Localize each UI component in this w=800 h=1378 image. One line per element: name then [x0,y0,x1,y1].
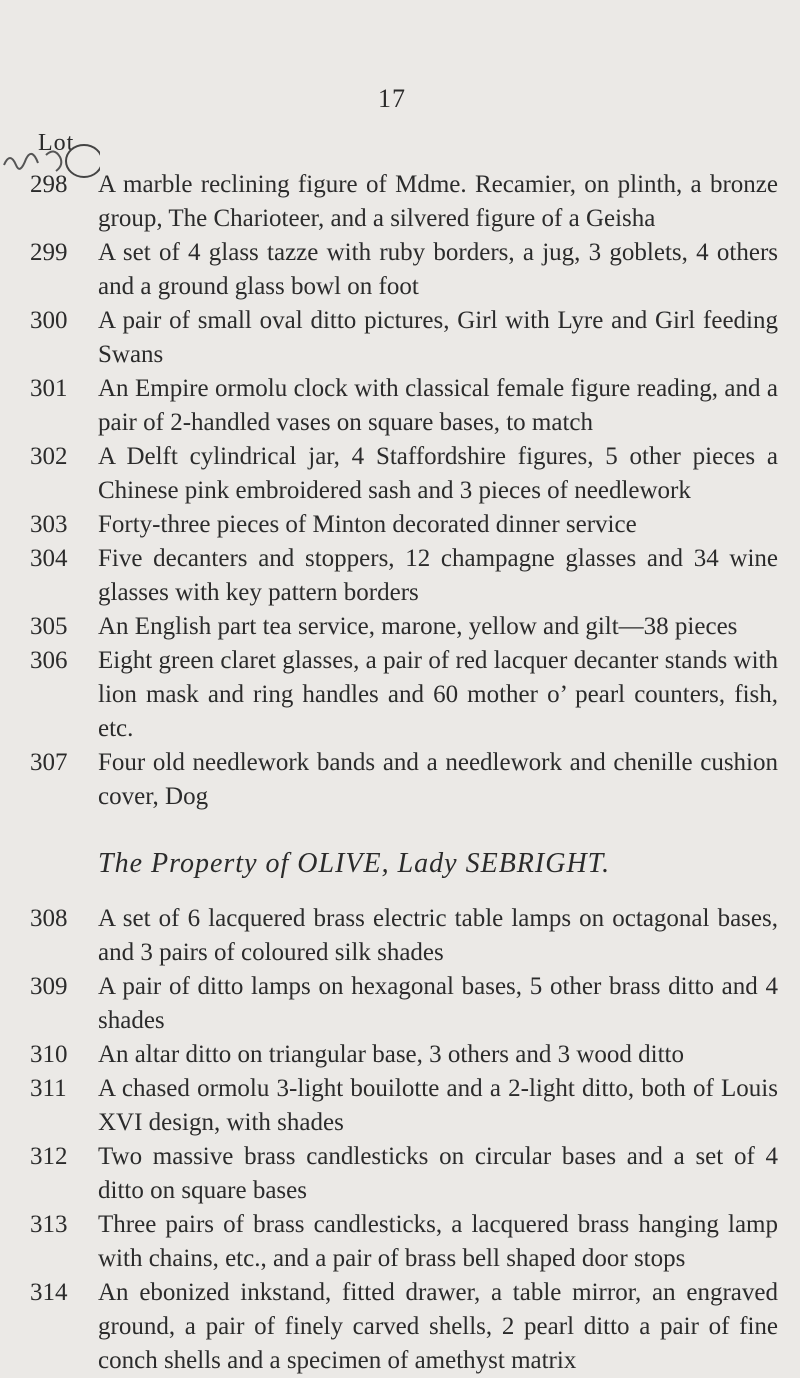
lot-list [0,168,800,1378]
lot-number: 313 [30,1211,68,1238]
lot-entry [0,644,800,746]
lot-description: Four old needlework bands and a needlework and chenille cushion cover, Dog [98,749,778,810]
lot-entry [0,1140,800,1208]
lot-number: 299 [30,239,68,266]
lot-description: Two massive brass candlesticks on circular bases and a set of 4 ditto on square bases [98,1143,778,1204]
lot-description: An English part tea service, marone, yellow and gilt—38 pieces [98,613,738,640]
lot-number: 300 [30,307,68,334]
lot-description: A marble reclining figure of Mdme. Recamier, on plinth, a bronze group, The Charioteer, and a silvered figure of a Geisha [98,171,778,232]
lot-number: 309 [30,973,68,1000]
lot-number: 301 [30,375,68,402]
lot-description: A pair of ditto lamps on hexagonal bases, 5 other brass ditto and 4 shades [98,973,778,1034]
lot-group-before-property [0,168,800,814]
lot-entry [0,304,800,372]
lot-description: An altar ditto on triangular base, 3 others and 3 wood ditto [98,1041,684,1068]
lot-number: 304 [30,545,68,572]
lot-entry [0,168,800,236]
lot-entry [0,1276,800,1378]
lot-entry [0,1072,800,1140]
lot-entry [0,610,800,644]
lot-entry [0,440,800,508]
lot-description: Eight green claret glasses, a pair of red lacquer decanter stands with lion mask and ring handles and 60 mother o’ pearl counters, fish, etc. [98,647,778,742]
lot-description: An Empire ormolu clock with classical female figure reading, and a pair of 2-handled vases on square bases, to match [98,375,778,436]
lot-entry [0,902,800,970]
lot-entry [0,372,800,440]
lot-description: Three pairs of brass candlesticks, a lacquered brass hanging lamp with chains, etc., and a pair of brass bell shaped door stops [98,1211,778,1272]
lot-number: 303 [30,511,68,538]
lot-number: 305 [30,613,68,640]
lot-entry [0,542,800,610]
lot-number: 311 [30,1075,67,1102]
lot-number: 302 [30,443,68,470]
lot-number: 310 [30,1041,68,1068]
lot-number: 312 [30,1143,68,1170]
lot-column-header: Lot [38,130,75,156]
lot-description: Five decanters and stoppers, 12 champagne glasses and 34 wine glasses with key pattern borders [98,545,778,606]
lot-entry [0,236,800,304]
lot-number: 308 [30,905,68,932]
lot-entry [0,1208,800,1276]
page-number: 17 [378,84,406,113]
lot-entry [0,508,800,542]
lot-description: A chased ormolu 3-light bouilotte and a 2-light ditto, both of Louis XVI design, with shades [98,1075,778,1136]
lot-number: 298 [30,171,68,198]
lot-description: A pair of small oval ditto pictures, Girl with Lyre and Girl feeding Swans [98,307,778,368]
lot-description: A set of 6 lacquered brass electric table lamps on octagonal bases, and 3 pairs of coloured silk shades [98,905,778,966]
lot-entry [0,1038,800,1072]
property-heading: The Property of OLIVE, Lady SEBRIGHT. [98,848,611,879]
lot-description: A Delft cylindrical jar, 4 Staffordshire figures, 5 other pieces a Chinese pink embroidered sash and 3 pieces of needlework [98,443,778,504]
lot-number: 306 [30,647,68,674]
lot-description: A set of 4 glass tazze with ruby borders, a jug, 3 goblets, 4 others and a ground glass bowl on foot [98,239,778,300]
lot-number: 314 [30,1279,68,1306]
lot-entry [0,746,800,814]
lot-group-sebright [0,902,800,1378]
lot-description: Forty-three pieces of Minton decorated dinner service [98,511,637,538]
lot-number: 307 [30,749,68,776]
lot-description: An ebonized inkstand, fitted drawer, a table mirror, an engraved ground, a pair of finely carved shells, 2 pearl ditto a pair of fine conch shells and a specimen of amethyst matrix [98,1279,778,1374]
lot-entry [0,970,800,1038]
